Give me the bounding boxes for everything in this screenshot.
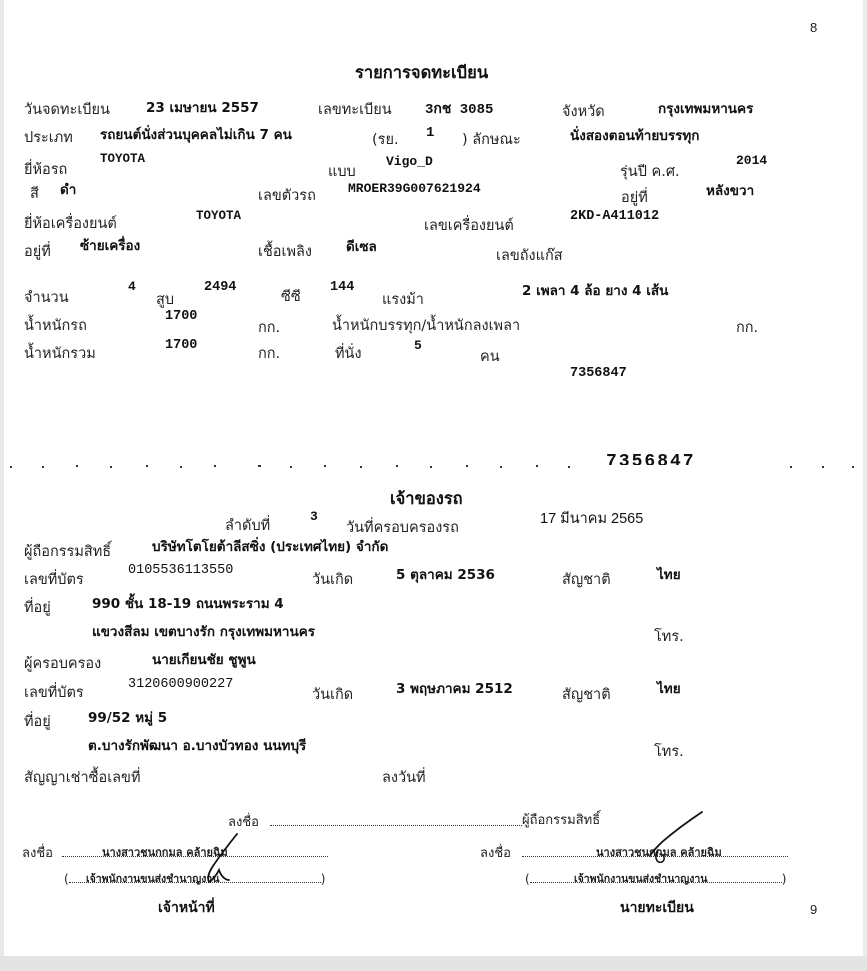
rs-label: (รย. (372, 132, 399, 148)
tel-label: โทร. (654, 629, 684, 645)
perforation-line (0, 458, 867, 474)
possession-date-value: 17 มีนาคม 2565 (540, 511, 644, 527)
gas-tank-label: เลขถังแก๊ส (496, 248, 563, 264)
style-label: ) ลักษณะ (462, 132, 521, 148)
tear-number: 7356847 (606, 452, 696, 465)
birth2-label: วันเกิด (312, 687, 354, 703)
cylinder-value: 2494 (204, 280, 237, 295)
page-number-bottom: 9 (810, 902, 818, 917)
id-label: เลขที่บัตร (24, 572, 84, 588)
kg-label-1: กก. (258, 320, 281, 336)
birth2-value: 3 พฤษภาคม 2512 (396, 681, 513, 697)
address2-label: ที่อยู่ (24, 714, 51, 730)
left-sign-prefix: ลงชื่อ (22, 846, 53, 861)
left-position: เจ้าพนักงานขนส่งชำนาญงาน (86, 873, 220, 885)
load-weight-label: น้ำหนักบรรทุก/น้ำหนักลงเพลา (332, 318, 521, 334)
nationality2-label: สัญชาติ (562, 687, 611, 703)
brand-label: ยี่ห้อรถ (24, 162, 68, 178)
owner-title: เจ้าของรถ (390, 489, 463, 508)
engine-brand-label: ยี่ห้อเครื่องยนต์ (24, 216, 117, 232)
reg-date-value: 23 เมษายน 2557 (146, 100, 259, 116)
color-label: สี (30, 186, 39, 202)
gross-weight-label: น้ำหนักรวม (24, 346, 96, 362)
cc-value: 144 (330, 280, 355, 295)
left-signature-stroke (195, 830, 255, 890)
possession-date-label: วันที่ครอบครองรถ (346, 520, 459, 536)
holder-label: ผู้ถือกรรมสิทธิ์ (24, 544, 112, 560)
order-label: ลำดับที่ (225, 518, 271, 534)
chassis-location-value: หลังขวา (706, 183, 755, 199)
page-right-edge (863, 0, 867, 971)
right-signer-name: นางสาวชนกกมล คล้ายฉิม (596, 846, 722, 859)
address2-line-1: 99/52 หมู่ 5 (88, 710, 168, 726)
address-label: ที่อยู่ (24, 600, 51, 616)
kg-label-2: กก. (736, 320, 759, 336)
engine-location-value: ซ้ายเครื่อง (80, 238, 141, 254)
nationality-label: สัญชาติ (562, 572, 611, 588)
address2-line-2: ต.บางรักพัฒนา อ.บางบัวทอง นนทบุรี (88, 738, 307, 754)
style-value: นั่งสองตอนท้ายบรรทุก (570, 128, 700, 144)
id2-value: 3120600900227 (128, 677, 234, 692)
right-position: เจ้าพนักงานขนส่งชำนาญงาน (574, 873, 708, 885)
possessor-label: ผู้ครอบครอง (24, 656, 102, 672)
type-value: รถยนต์นั่งส่วนบุคคลไม่เกิน 7 คน (100, 127, 292, 143)
page-bottom-edge (0, 956, 867, 971)
model-label: แบบ (328, 164, 356, 180)
weight-value: 1700 (165, 309, 198, 324)
left-role: เจ้าหน้าที่ (158, 900, 215, 916)
model-value: Vigo_D (386, 154, 433, 169)
chassis-value: MROER39G007621924 (348, 181, 481, 196)
tel2-label: โทร. (654, 744, 684, 760)
year-label: รุ่นปี ค.ศ. (620, 164, 680, 180)
possessor-value: นายเกียนชัย ชูพูน (152, 652, 256, 668)
rs-value: 1 (426, 125, 435, 141)
count-label: จำนวน (24, 290, 69, 306)
weight-label: น้ำหนักรถ (24, 318, 87, 334)
horsepower-label: แรงม้า (382, 292, 424, 308)
brand-value: TOYOTA (100, 152, 146, 166)
id2-label: เลขที่บัตร (24, 685, 84, 701)
order-value: 3 (310, 509, 318, 524)
province-value: กรุงเทพมหานคร (658, 101, 754, 117)
engine-number-label: เลขเครื่องยนต์ (424, 218, 514, 234)
persons-label: คน (480, 349, 500, 365)
seats-value: 5 (414, 338, 422, 353)
right-position-line: ( ) (525, 872, 787, 886)
owner-sign-prefix: ลงชื่อ (228, 815, 259, 830)
left-position-line: ( ) (64, 872, 326, 886)
right-role: นายทะเบียน (620, 900, 694, 916)
nationality-value: ไทย (657, 567, 681, 583)
owner-sign-suffix: ผู้ถือกรรมสิทธิ์ (522, 813, 601, 828)
reference-number: 7356847 (570, 366, 627, 381)
cylinder-label: สูบ (156, 292, 175, 308)
page-left-edge (0, 0, 4, 956)
id-value: 0105536113550 (128, 563, 234, 578)
fuel-label: เชื้อเพลิง (258, 244, 312, 260)
plate-label: เลขทะเบียน (318, 102, 392, 118)
owner-sign-line (270, 813, 522, 826)
nationality2-value: ไทย (657, 681, 681, 697)
registration-title: รายการจดทะเบียน (355, 63, 489, 82)
right-signature-stroke (640, 808, 710, 868)
left-signer-name: นางสาวชนกกมล คล้ายฉิม (102, 846, 228, 859)
chassis-location-label: อยู่ที่ (621, 190, 648, 206)
year-value: 2014 (736, 153, 768, 168)
plate-value: 3กช 3085 (425, 102, 494, 118)
birth-value: 5 ตุลาคม 2536 (396, 567, 495, 583)
fuel-value: ดีเซล (346, 239, 377, 255)
page-number-top: 8 (810, 20, 818, 35)
right-sign-prefix: ลงชื่อ (480, 846, 511, 861)
count-value: 4 (128, 279, 136, 294)
engine-number-value: 2KD-A411012 (570, 209, 660, 224)
engine-brand-value: TOYOTA (196, 209, 242, 223)
gross-weight-value: 1700 (165, 338, 198, 353)
cc-label: ซีซี (281, 289, 301, 305)
hire-purchase-label: สัญญาเช่าซื้อเลขที่ (24, 770, 141, 786)
color-value: ดำ (60, 182, 77, 198)
engine-location-label: อยู่ที่ (24, 244, 51, 260)
birth-label: วันเกิด (312, 572, 354, 588)
address-line-2: แขวงสีลม เขตบางรัก กรุงเทพมหานคร (92, 624, 316, 640)
holder-value: บริษัทโตโยต้าลีสซิ่ง (ประเทศไทย) จำกัด (152, 539, 389, 555)
province-label: จังหวัด (562, 104, 605, 120)
axle-value: 2 เพลา 4 ล้อ ยาง 4 เส้น (522, 283, 669, 299)
reg-date-label: วันจดทะเบียน (24, 102, 110, 118)
kg-label-3: กก. (258, 346, 281, 362)
address-line-1: 990 ชั้น 18-19 ถนนพระราม 4 (92, 596, 284, 612)
seats-label: ที่นั่ง (335, 346, 362, 362)
type-label: ประเภท (24, 130, 73, 146)
chassis-label: เลขตัวรถ (258, 188, 316, 204)
hire-date-label: ลงวันที่ (382, 770, 426, 786)
